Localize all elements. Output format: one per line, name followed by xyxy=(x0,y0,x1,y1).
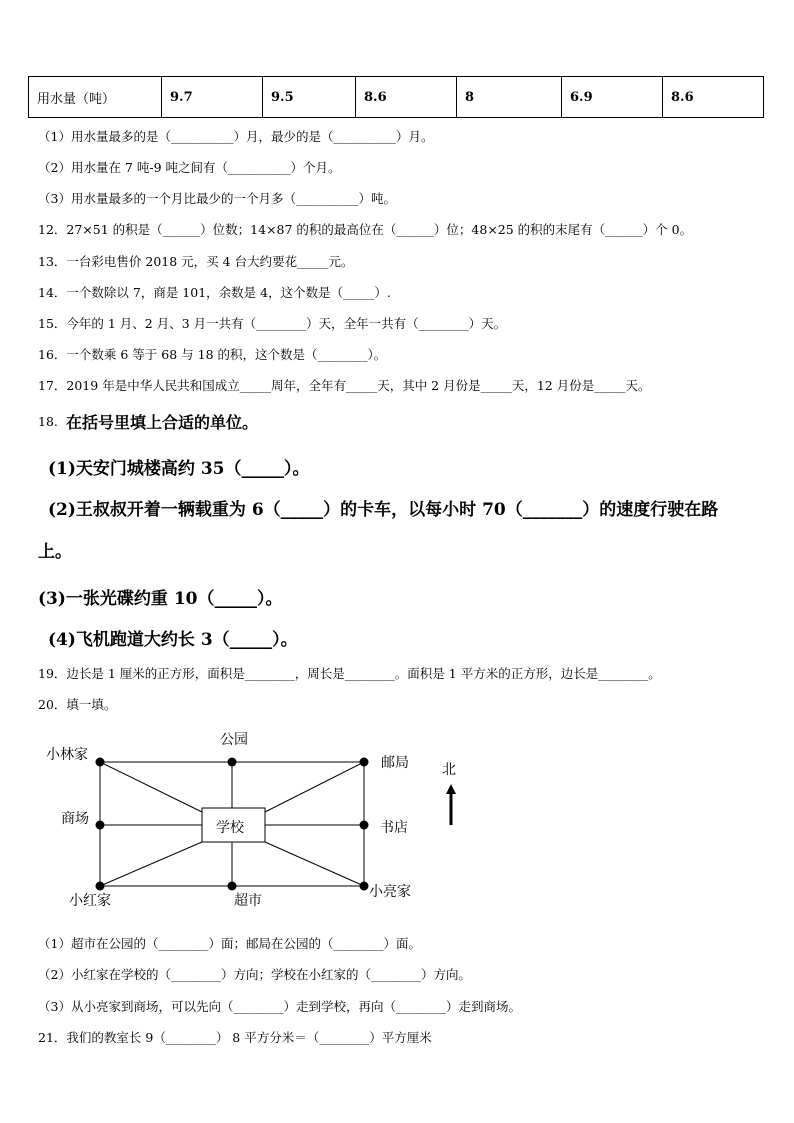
label-bookstore: 书店 xyxy=(380,820,408,836)
table-cell: 9.5 xyxy=(263,77,356,118)
label-post-office: 邮局 xyxy=(381,755,409,771)
question-14: 14．一个数除以 7，商是 101，余数是 4，这个数是（_____）. xyxy=(38,285,391,300)
table-cell: 8 xyxy=(457,77,562,118)
question-17: 17．2019 年是中华人民共和国成立_____周年，全年有_____天，其中 2 月份是_____天，12 月份是_____天。 xyxy=(38,378,651,393)
q11-part2: （2）用水量在 7 吨-9 吨之间有（__________）个月。 xyxy=(38,160,341,175)
question-15: 15．今年的 1 月、2 月、3 月一共有（________）天，全年一共有（________）天。 xyxy=(38,316,507,331)
water-usage-table xyxy=(28,76,764,118)
question-18-title: 在括号里填上合适的单位。 xyxy=(66,413,259,432)
label-school: 学校 xyxy=(216,820,244,836)
label-supermarket: 超市 xyxy=(234,893,262,909)
label-park: 公园 xyxy=(220,732,248,748)
map-point xyxy=(228,758,237,767)
question-20-title: 20．填一填。 xyxy=(38,697,117,712)
table-cell: 6.9 xyxy=(562,77,663,118)
map-point xyxy=(360,758,369,767)
direction-map xyxy=(0,720,794,920)
label-mall: 商场 xyxy=(61,811,89,827)
map-point xyxy=(360,882,369,891)
label-xiaoliang-home: 小亮家 xyxy=(369,884,411,900)
q18-part3: (3)一张光碟约重 10（_____）。 xyxy=(38,589,283,609)
map-line xyxy=(265,842,364,886)
north-arrow-icon xyxy=(446,784,456,825)
table-row xyxy=(29,77,764,118)
map-point xyxy=(228,882,237,891)
q11-part3: （3）用水量最多的一个月比最少的一个月多（__________）吨。 xyxy=(38,191,396,206)
table-cell: 8.6 xyxy=(356,77,457,118)
table-row-label: 用水量（吨） xyxy=(29,77,162,118)
q18-part2: (2)王叔叔开着一辆载重为 6（_____）的卡车，以每小时 70（_______）的速度行驶在路 xyxy=(48,500,719,520)
label-xiaohong-home: 小红家 xyxy=(69,893,111,909)
label-xiaolin-home: 小林家 xyxy=(46,747,88,763)
q20-part3: （3）从小亮家到商场，可以先向（________）走到学校，再向（________）走到商场。 xyxy=(38,999,521,1014)
q11-part1: （1）用水量最多的是（__________）月，最少的是（__________）月。 xyxy=(38,129,434,144)
map-point xyxy=(360,821,369,830)
table-cell: 9.7 xyxy=(162,77,263,118)
map-point xyxy=(96,882,105,891)
map-line xyxy=(100,842,202,886)
label-north: 北 xyxy=(442,762,456,778)
question-12: 12．27×51 的积是（______）位数；14×87 的积的最高位在（______）位；48×25 的积的末尾有（______）个 0。 xyxy=(38,222,693,237)
question-18-number: 18. xyxy=(38,414,58,429)
question-21: 21．我们的教室长 9（________） 8 平方分米＝（________）平方厘米 xyxy=(38,1030,432,1045)
q18-part4: (4)飞机跑道大约长 3（_____）。 xyxy=(48,630,298,650)
map-point xyxy=(96,758,105,767)
q18-part1: (1)天安门城楼高约 35（_____）。 xyxy=(48,459,310,479)
map-point xyxy=(96,821,105,830)
map-line xyxy=(100,762,202,812)
map-line xyxy=(265,762,364,812)
q20-part2: （2）小红家在学校的（________）方向；学校在小红家的（________）方向。 xyxy=(38,967,471,982)
question-19: 19．边长是 1 厘米的正方形，面积是________，周长是________。面积是 1 平方米的正方形，边长是________。 xyxy=(38,666,661,681)
question-13: 13．一台彩电售价 2018 元，买 4 台大约要花_____元。 xyxy=(38,254,354,269)
table-cell: 8.6 xyxy=(663,77,764,118)
question-16: 16．一个数乘 6 等于 68 与 18 的积，这个数是（________）。 xyxy=(38,347,387,362)
q18-part2-continued: 上。 xyxy=(38,542,72,562)
q20-part1: （1）超市在公园的（________）面；邮局在公园的（________）面。 xyxy=(38,936,421,951)
